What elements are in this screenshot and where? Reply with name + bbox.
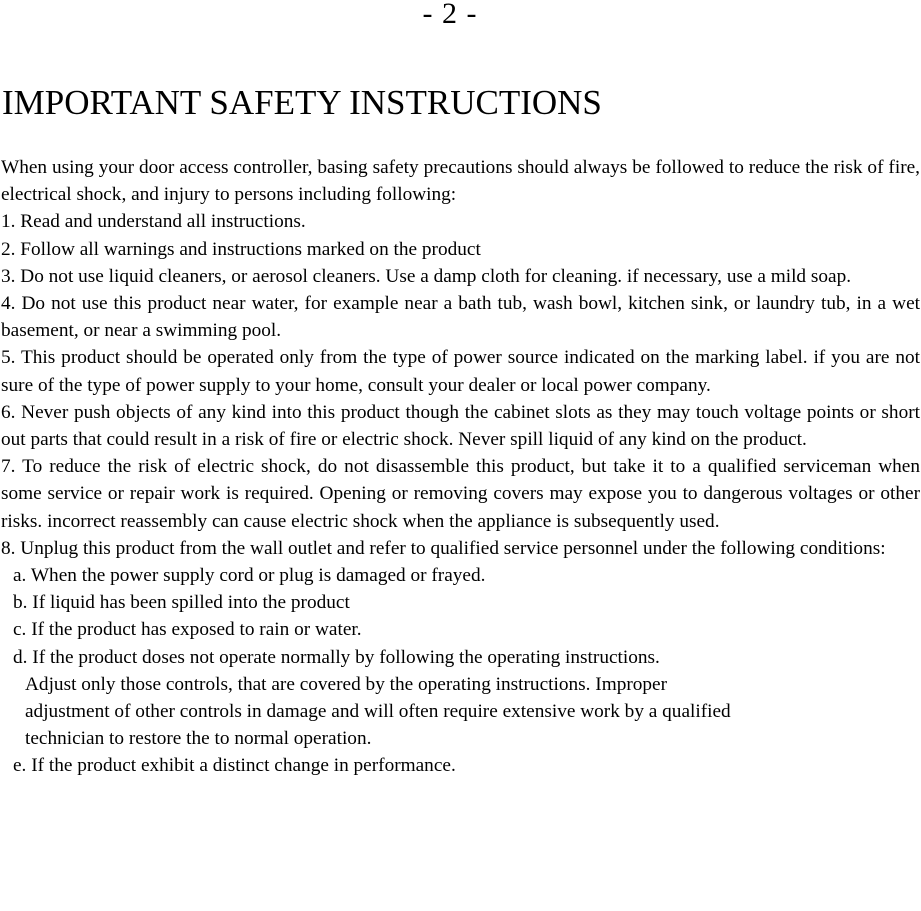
condition-c: c. If the product has exposed to rain or water. bbox=[13, 619, 362, 641]
page-title: IMPORTANT SAFETY INSTRUCTIONS bbox=[2, 83, 602, 122]
condition-d: d. If the product doses not operate normally by following the operating instructions. bbox=[13, 646, 660, 668]
instruction-item-1: 1. Read and understand all instructions. bbox=[1, 211, 306, 233]
condition-d-note-line-2: adjustment of other controls in damage and will often require extensive work by a qualified bbox=[25, 701, 731, 723]
condition-b: b. If liquid has been spilled into the product bbox=[13, 592, 350, 614]
condition-d-note-line-1: Adjust only those controls, that are covered by the operating instructions. Improper bbox=[25, 673, 668, 695]
intro-paragraph: When using your door access controller, basing safety precautions should always be followed to reduce the risk of fire, electrical shock, and injury to persons including following: bbox=[1, 157, 920, 206]
instruction-item-7: 7. To reduce the risk of electric shock, do not disassemble this product, but take it to a qualified serviceman when some service or repair work is required. Opening or removing covers may expose you to dangerous voltages or other risks. incorrect reassembly can cause electric shock when the appliance is subsequently used. bbox=[1, 456, 920, 532]
instruction-item-6: 6. Never push objects of any kind into this product though the cabinet slots as they may touch voltage points or short out parts that could result in a risk of fire or electric shock. Never spill liquid of any kind on the product. bbox=[1, 401, 920, 451]
page-number: - 2 - bbox=[422, 0, 478, 30]
instruction-item-5: 5. This product should be operated only from the type of power source indicated on the marking label. if you are not sure of the type of power supply to your home, consult your dealer or local power company. bbox=[1, 347, 920, 396]
instruction-item-4: 4. Do not use this product near water, for example near a bath tub, wash bowl, kitchen sink, or laundry tub, in a wet basement, or near a swimming pool. bbox=[1, 293, 920, 342]
instructions-body bbox=[1, 154, 920, 780]
instruction-item-8: 8. Unplug this product from the wall outlet and refer to qualified service personnel under the following conditions: bbox=[1, 537, 886, 559]
condition-e: e. If the product exhibit a distinct change in performance. bbox=[13, 755, 456, 777]
condition-a: a. When the power supply cord or plug is damaged or frayed. bbox=[13, 565, 486, 587]
condition-d-note-line-3: technician to restore the to normal operation. bbox=[25, 728, 372, 750]
instruction-item-3: 3. Do not use liquid cleaners, or aerosol cleaners. Use a damp cloth for cleaning. if necessary, use a mild soap. bbox=[1, 265, 852, 287]
instruction-item-2: 2. Follow all warnings and instructions marked on the product bbox=[1, 238, 481, 260]
